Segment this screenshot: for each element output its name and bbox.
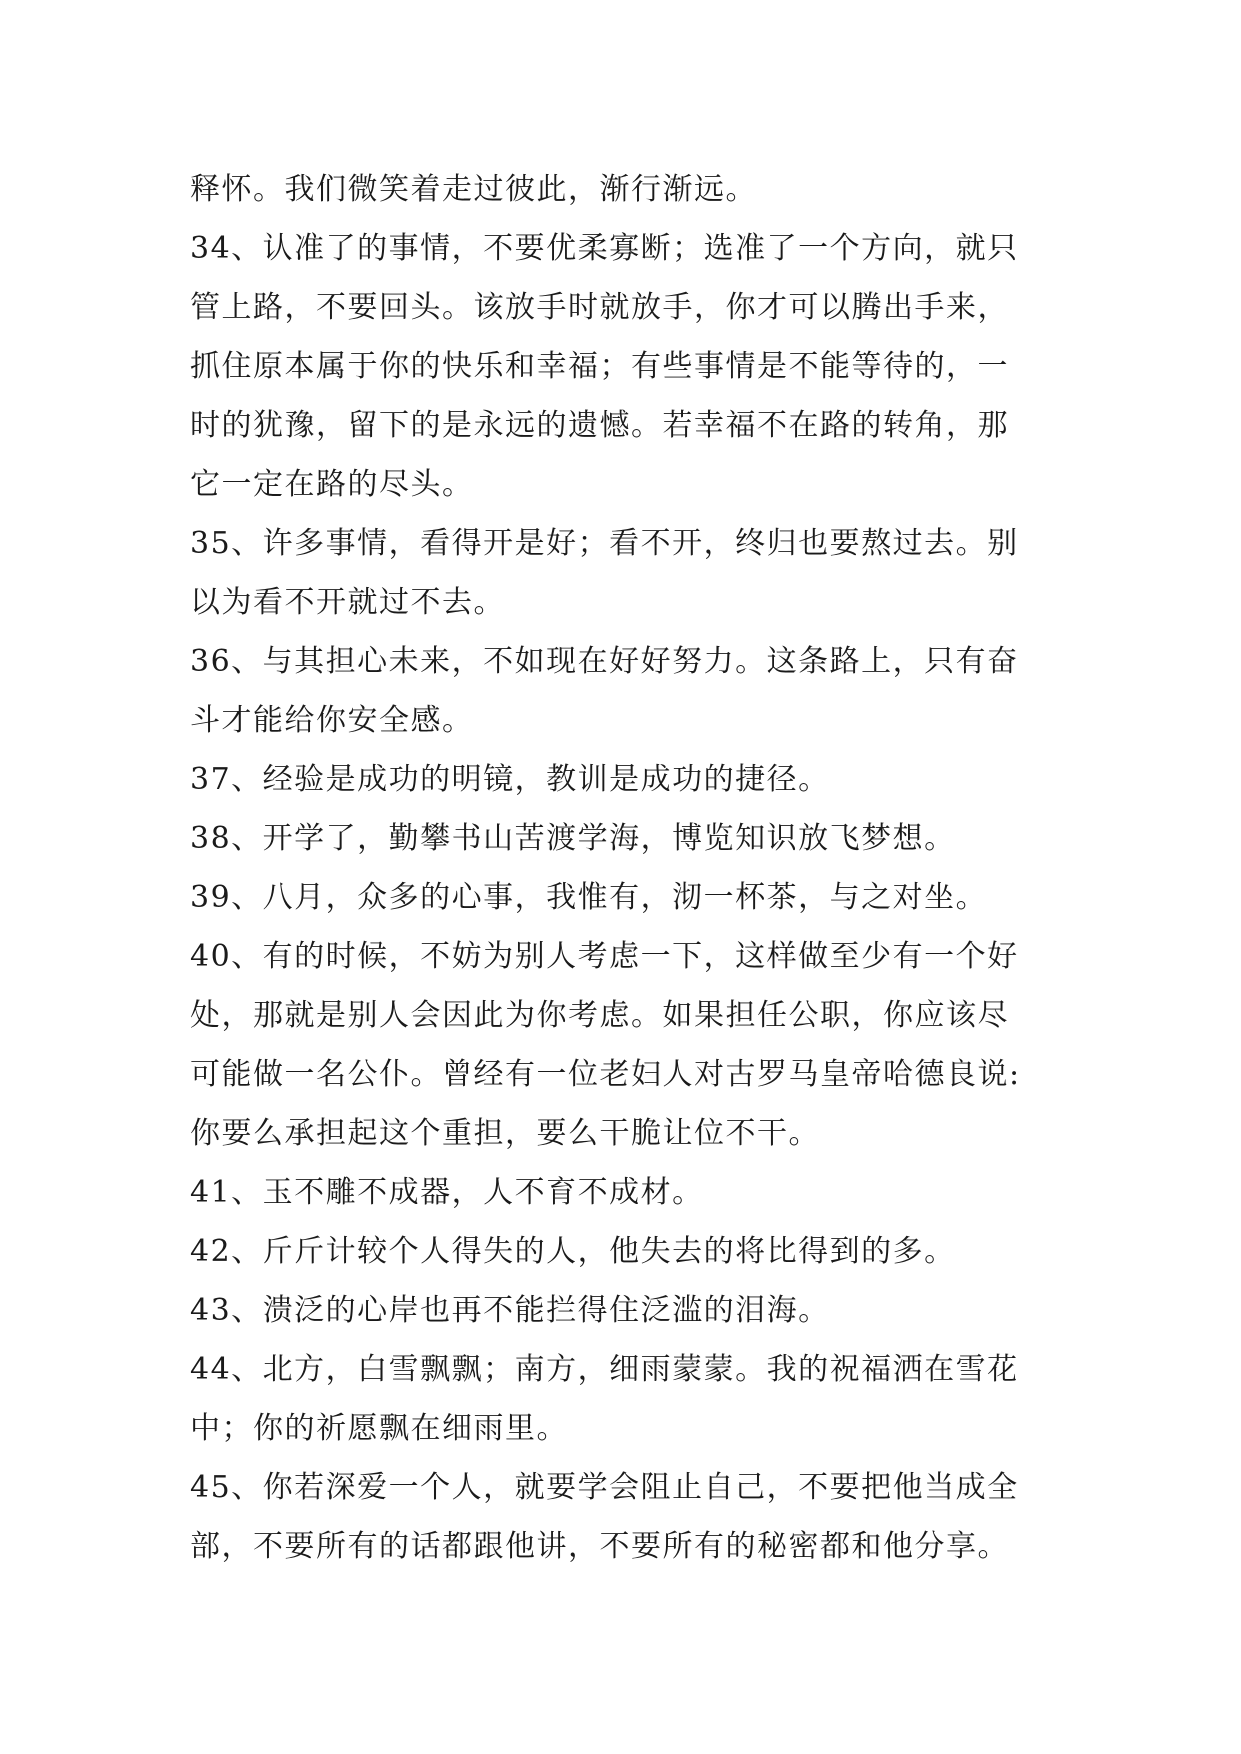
text-line: 释怀。我们微笑着走过彼此，渐行渐远。 xyxy=(190,172,757,207)
text-line: 37、经验是成功的明镜，教训是成功的捷径。 xyxy=(190,762,830,797)
text-line: 35、许多事情，看得开是好；看不开，终归也要熬过去。别 xyxy=(190,526,1019,561)
text-line: 它一定在路的尽头。 xyxy=(190,467,474,502)
text-line: 中；你的祈愿飘在细雨里。 xyxy=(190,1411,568,1446)
text-line: 以为看不开就过不去。 xyxy=(190,585,505,620)
text-line: 可能做一名公仆。曾经有一位老妇人对古罗马皇帝哈德良说: xyxy=(190,1057,1021,1092)
document-body xyxy=(190,160,1090,1576)
text-line: 40、有的时候，不妨为别人考虑一下，这样做至少有一个好 xyxy=(190,939,1019,974)
text-line: 管上路，不要回头。该放手时就放手，你才可以腾出手来， xyxy=(190,290,1009,325)
text-line: 42、斤斤计较个人得失的人，他失去的将比得到的多。 xyxy=(190,1234,956,1269)
text-line: 你要么承担起这个重担，要么干脆让位不干。 xyxy=(190,1116,820,1151)
text-line: 41、玉不雕不成器，人不育不成材。 xyxy=(190,1175,704,1210)
text-line: 34、认准了的事情，不要优柔寡断；选准了一个方向，就只 xyxy=(190,231,1019,266)
text-line: 部，不要所有的话都跟他讲，不要所有的秘密都和他分享。 xyxy=(190,1529,1009,1564)
text-line: 处，那就是别人会因此为你考虑。如果担任公职，你应该尽 xyxy=(190,998,1009,1033)
text-line: 44、北方，白雪飘飘；南方，细雨蒙蒙。我的祝福洒在雪花 xyxy=(190,1352,1019,1387)
text-line: 43、溃泛的心岸也再不能拦得住泛滥的泪海。 xyxy=(190,1293,830,1328)
text-line: 时的犹豫，留下的是永远的遗憾。若幸福不在路的转角，那 xyxy=(190,408,1009,443)
text-line: 39、八月，众多的心事，我惟有，沏一杯茶，与之对坐。 xyxy=(190,880,988,915)
text-line: 45、你若深爱一个人，就要学会阻止自己，不要把他当成全 xyxy=(190,1470,1019,1505)
text-line: 抓住原本属于你的快乐和幸福；有些事情是不能等待的，一 xyxy=(190,349,1009,384)
text-line: 38、开学了，勤攀书山苦渡学海，博览知识放飞梦想。 xyxy=(190,821,956,856)
text-line: 斗才能给你安全感。 xyxy=(190,703,474,738)
text-line: 36、与其担心未来，不如现在好好努力。这条路上，只有奋 xyxy=(190,644,1019,679)
